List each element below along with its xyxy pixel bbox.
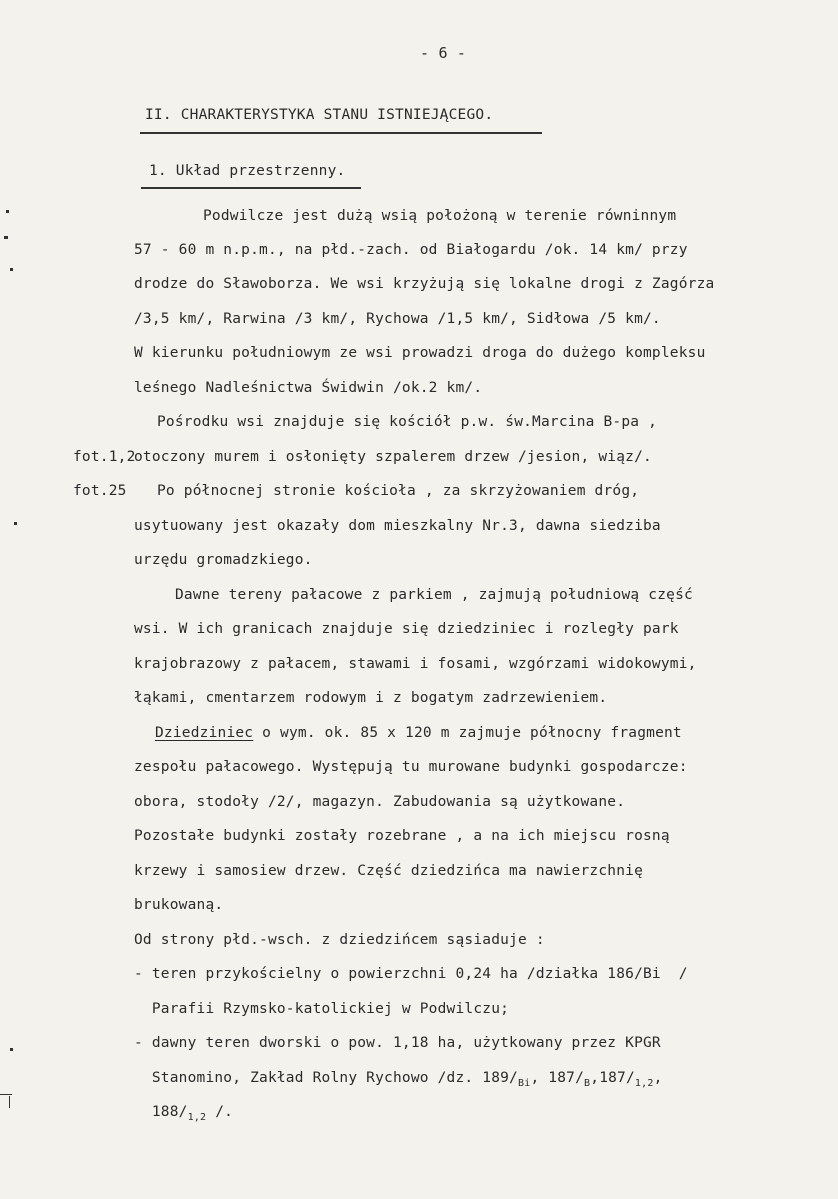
text-line: Dziedziniec o wym. ok. 85 x 120 m zajmuje północny fragment	[155, 725, 682, 741]
text-line: brukowaną.	[134, 897, 224, 913]
scan-mark	[14, 522, 17, 525]
text-line: krzewy i samosiew drzew. Część dziedzińca ma nawierzchnię	[134, 863, 643, 879]
text-line: Pozostałe budynki zostały rozebrane , a na ich miejscu rosną	[134, 828, 670, 844]
text-line: Od strony płd.-wsch. z dziedzińcem sąsiaduje :	[134, 932, 545, 948]
text-line: Pośrodku wsi znajduje się kościół p.w. św.Marcina B-pa ,	[157, 414, 658, 430]
scan-mark	[10, 1048, 13, 1051]
margin-note: fot.1,2	[73, 449, 136, 465]
text-line: otoczony murem i osłonięty szpalerem drzew /jesion, wiąz/.	[134, 449, 652, 465]
scan-mark	[0, 1094, 12, 1095]
scan-mark	[4, 236, 8, 239]
scan-mark	[10, 268, 13, 271]
text-line: /3,5 km/, Rarwina /3 km/, Rychowa /1,5 km/, Sidłowa /5 km/.	[134, 311, 661, 327]
text-line: krajobrazowy z pałacem, stawami i fosami, wzgórzami widokowymi,	[134, 656, 697, 672]
scan-mark	[9, 1096, 10, 1108]
list-item-continuation: Parafii Rzymsko-katolickiej w Podwilczu;	[134, 1001, 510, 1017]
text-line: urzędu gromadzkiego.	[134, 552, 313, 568]
subsection-title: 1. Układ przestrzenny.	[149, 163, 346, 179]
page-number: - 6 -	[420, 44, 467, 62]
section-title-underline	[140, 132, 542, 134]
text-line: leśnego Nadleśnictwa Świdwin /ok.2 km/.	[134, 380, 483, 396]
list-item-continuation: Stanomino, Zakład Rolny Rychowo /dz. $189/_{Bi}$, $187/_B,187/_{1,2}$,	[134, 1070, 663, 1089]
scan-mark	[6, 210, 9, 213]
list-item: - dawny teren dworski o pow. 1,18 ha, użytkowany przez KPGR	[134, 1035, 661, 1051]
text-line: W kierunku południowym ze wsi prowadzi droga do dużego kompleksu	[134, 345, 706, 361]
text-line: Po północnej stronie kościoła , za skrzyżowaniem dróg,	[157, 483, 640, 499]
text-line: Dawne tereny pałacowe z parkiem , zajmują południową część	[175, 587, 693, 603]
section-title: II. CHARAKTERYSTYKA STANU ISTNIEJĄCEGO.	[145, 107, 494, 123]
margin-note: fot.25	[73, 483, 127, 499]
subsection-title-underline	[141, 187, 361, 189]
text-line: zespołu pałacowego. Występują tu murowane budynki gospodarcze:	[134, 759, 688, 775]
text-line: 57 - 60 m n.p.m., na płd.-zach. od Białogardu /ok. 14 km/ przy	[134, 242, 688, 258]
text-line: łąkami, cmentarzem rodowym i z bogatym zadrzewieniem.	[134, 690, 608, 706]
list-item-continuation: $188/_{1,2}$ /.	[134, 1104, 234, 1123]
text-line: obora, stodoły /2/, magazyn. Zabudowania są użytkowane.	[134, 794, 626, 810]
underlined-term: Dziedziniec	[155, 725, 254, 741]
text-line: usytuowany jest okazały dom mieszkalny Nr.3, dawna siedziba	[134, 518, 661, 534]
text-line: wsi. W ich granicach znajduje się dziedziniec i rozległy park	[134, 621, 679, 637]
text-line: Podwilcze jest dużą wsią położoną w terenie równinnym	[203, 208, 677, 224]
text-line: drodze do Sławoborza. We wsi krzyżują się lokalne drogi z Zagórza	[134, 276, 715, 292]
list-item: - teren przykościelny o powierzchni 0,24 ha /działka 186/Bi /	[134, 966, 688, 982]
